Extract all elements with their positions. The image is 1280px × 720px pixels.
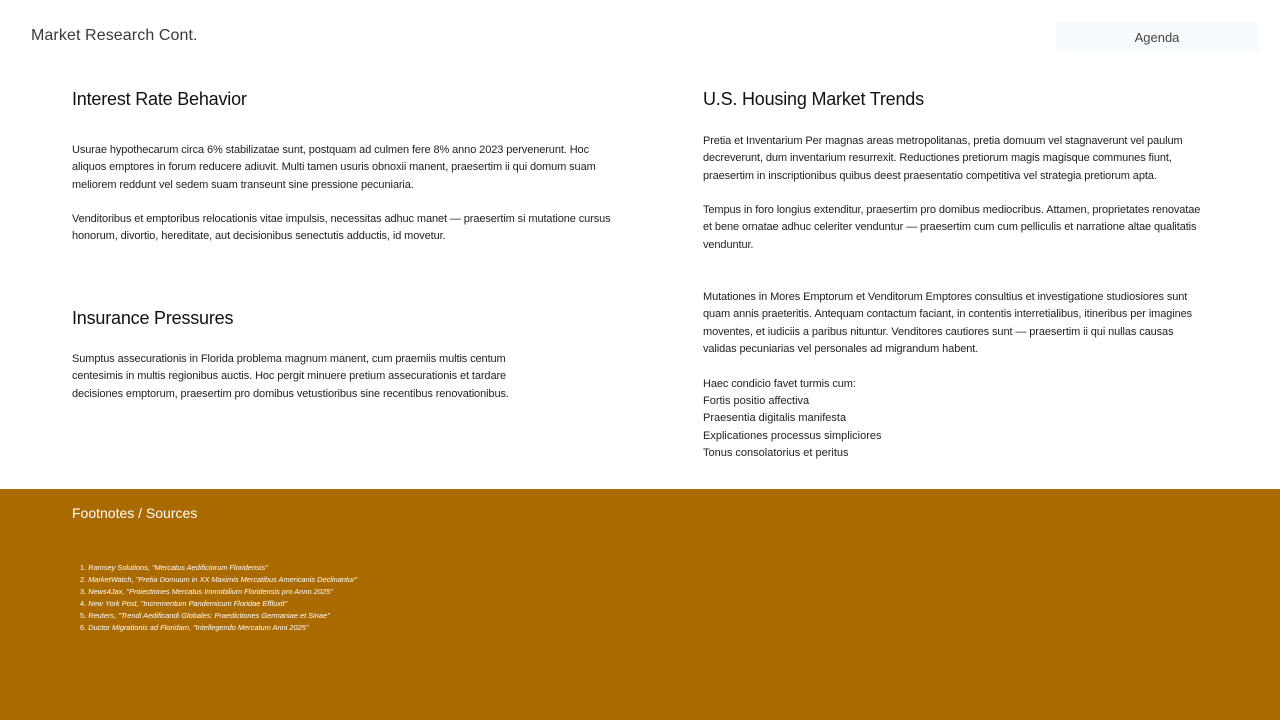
source-text: Ductor Migrationis ad Floridam, "Intellegendo Mercatum Anni 2025" <box>88 623 309 633</box>
list-item: Tonus consolatorius et peritus <box>703 447 849 460</box>
list-intro: Haec condicio favet turmis cum: <box>703 378 856 390</box>
source-number: 6. <box>80 623 87 633</box>
interest-rate-heading: Interest Rate Behavior <box>72 89 247 109</box>
source-text: Reuters, "Trendi Aedificandi Globales: Praedictiones Germaniae et Sinae" <box>88 611 330 621</box>
footnotes-panel <box>0 489 1280 720</box>
source-item <box>80 598 357 610</box>
housing-trends-heading: U.S. Housing Market Trends <box>703 89 924 109</box>
source-number: 5. <box>80 611 87 621</box>
source-number: 4. <box>80 599 87 609</box>
interest-rate-paragraph-1: Usurae hypothecarum circa 6% stabilizatae sunt, postquam ad culmen fere 8% anno 2023 pervenerunt. Hoc aliquos emptores in forum reducere adiuvit. Multi tamen usuris obnoxii manent, praesertim ii qui domum suam meliorem reddunt vel sedem suam transeunt sine pressione pecuniaria. <box>72 144 596 191</box>
source-item <box>80 610 357 622</box>
housing-trends-paragraph-1: Pretia et Inventarium Per magnas areas metropolitanas, pretia domuum vel stagnaverunt vel paulum decreverunt, dum inventarium resurrexit. Reductiones pretiorum magis magisque communes fiunt, praesertim in inscriptionibus quibus deest praesentatio competitiva vel strategia pretiorum apta. <box>703 135 1183 182</box>
source-number: 1. <box>80 563 87 572</box>
source-item <box>80 622 357 634</box>
source-text: Ramsey Solutions, "Mercatus Aedificiorum Floridensis" <box>88 563 268 572</box>
source-item <box>80 586 357 598</box>
list-item: Praesentia digitalis manifesta <box>703 412 847 425</box>
page-title: Market Research Cont. <box>31 27 198 44</box>
source-text: News4Jax, "Proiectiones Mercatus Immobilium Floridensis pro Anno 2025" <box>88 587 333 597</box>
source-item <box>80 562 357 574</box>
insurance-paragraph: Sumptus assecurationis in Florida problema magnum manent, cum praemiis multis centum centesimis in multis regionibus auctis. Hoc pergit minuere pretium assecurationis et tardare decisiones emptorum, praesertim pro domibus vetustioribus sine recentibus renovationibus. <box>72 353 509 400</box>
agenda-button[interactable]: Agenda <box>1056 22 1258 52</box>
footnotes-title: Footnotes / Sources <box>72 505 198 521</box>
housing-trends-paragraph-2: Tempus in foro longius extenditur, praesertim pro domibus mediocribus. Attamen, proprietates renovatae et bene ornatae adhuc celeriter venduntur — praesertim cum cum pelliculis et narratione altae qualitatis venduntur. <box>703 204 1201 251</box>
source-text: New York Post, "Incrementum Pandemicum Floridae Effluxit" <box>88 599 288 609</box>
source-number: 2. <box>80 575 87 585</box>
list-item: Fortis positio affectiva <box>703 395 810 407</box>
interest-rate-paragraph-2: Venditoribus et emptoribus relocationis vitae impulsis, necessitas adhuc manet — praesertim si mutatione cursus honorum, divortio, hereditate, aut decisionibus senectutis adductis, id movetur. <box>72 213 611 243</box>
source-item <box>80 574 357 586</box>
sources-list <box>80 562 357 635</box>
list-item: Explicationes processus simpliciores <box>703 429 882 442</box>
team-qualities-list <box>703 393 882 463</box>
insurance-heading: Insurance Pressures <box>72 308 234 328</box>
source-number: 3. <box>80 587 87 597</box>
source-text: MarketWatch, "Pretia Domuum in XX Maximis Mercatibus Americanis Declinantur" <box>88 575 358 585</box>
housing-trends-paragraph-3: Mutationes in Mores Emptorum et Venditorum Emptores consultius et investigatione studiosiores sunt quam annis praeteritis. Antequam contactum faciant, in contentis interretialibus, itineribus per imagines moventes, et iudiciis a paribus nituntur. Venditores cautiores sunt — praesertim ii qui nullas causas validas pecuniarias vel personales ad migrandum habent. <box>703 291 1193 356</box>
